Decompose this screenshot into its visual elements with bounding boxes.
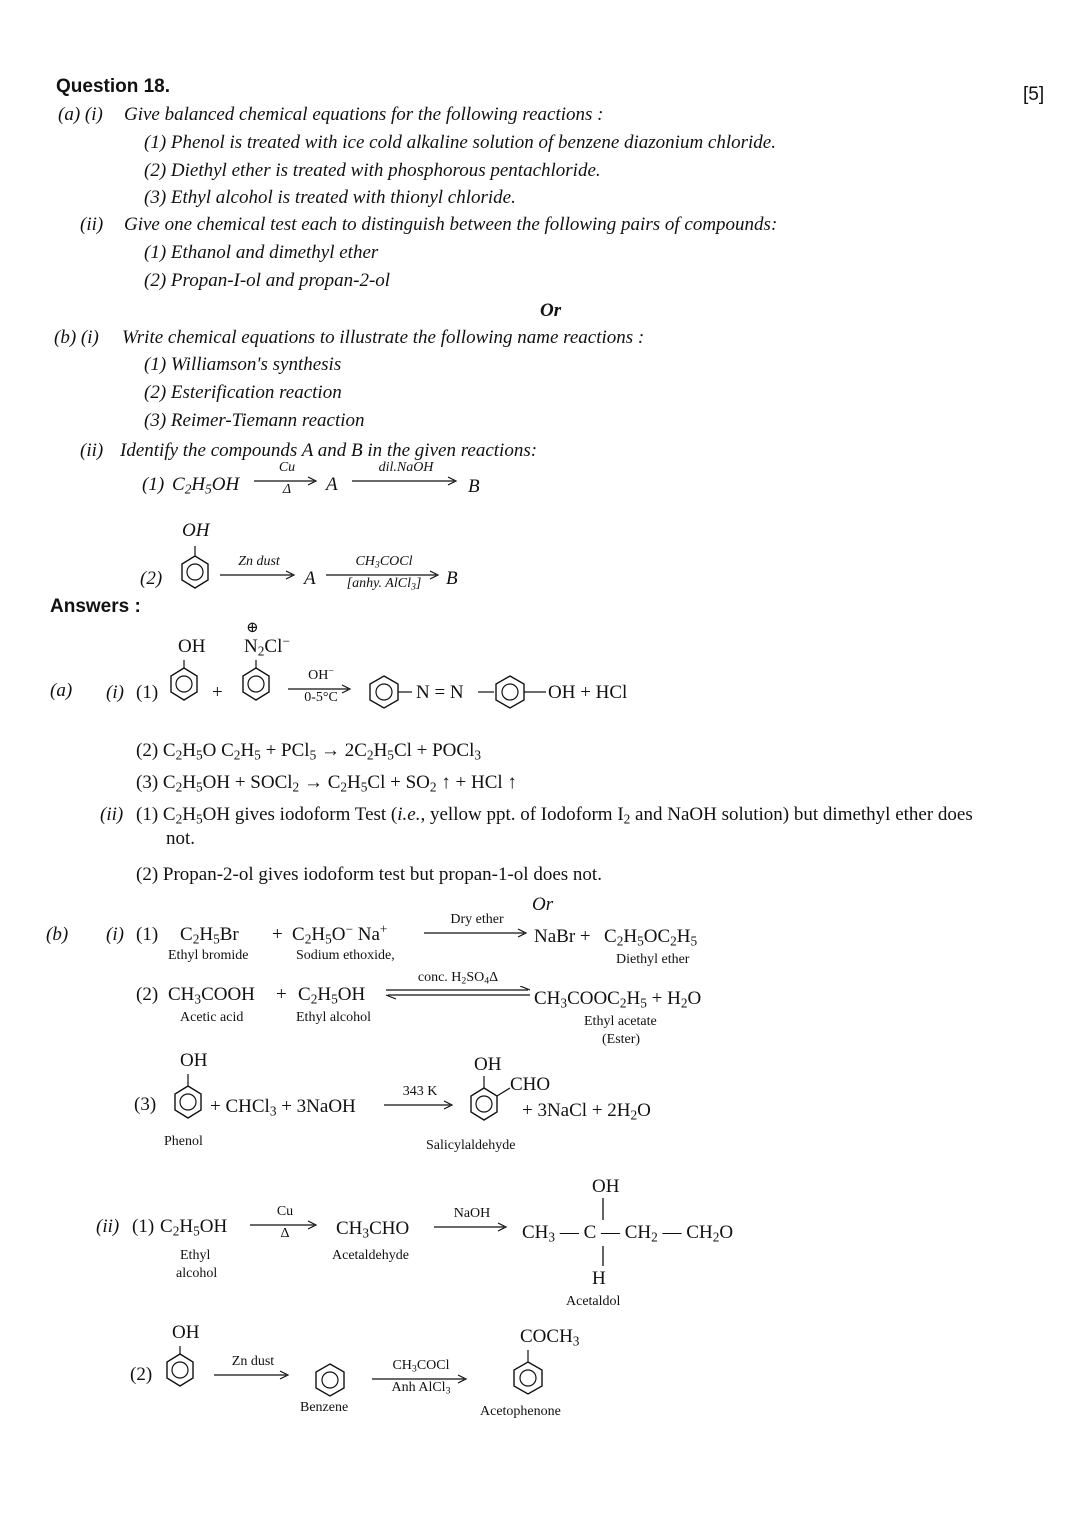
ans-b-i-label: (i): [106, 924, 124, 945]
qa-label: (a) (i): [58, 104, 103, 125]
ans-b-i3-p-name: Salicylaldehyde: [426, 1138, 516, 1153]
ans-b-ii1-arrow-1: Cu Δ: [250, 1210, 320, 1238]
ans-b-i2-num: (2): [136, 984, 159, 1005]
ans-b-i1-r2: $C_2H_5O^-$ Na+: [292, 921, 388, 947]
ans-b-i3-p-oh: OH: [474, 1054, 502, 1075]
ans-b-i3-p-cho: CHO: [510, 1074, 551, 1095]
ans-b-ii1-bond-down: [600, 1246, 606, 1268]
ans-b-i3-reactants: + CHCl$_3$ + 3NaOH: [210, 1096, 356, 1119]
ans-b-i3-num: (3): [134, 1094, 157, 1115]
ans-b-i3-r-name: Phenol: [164, 1134, 203, 1149]
ans-a-i1-product-ring-2: [478, 674, 548, 710]
ans-b-i2-r1-name: Acetic acid: [180, 1010, 244, 1025]
qb-label: (b) (i): [54, 327, 99, 348]
ans-b-ii1-arrow-2: NaOH: [434, 1212, 510, 1240]
ans-a-i2: (2) $C_2H_5O$ $C_2H_5 + PCl_5 \to 2C_2H_5Cl$ + POCl$_3$: [136, 740, 482, 763]
qa-ii-item-1: (1) Ethanol and dimethyl ether: [144, 242, 379, 263]
ans-b-ii1-p-h: H: [592, 1268, 606, 1289]
ans-b-ii2-oh: OH: [172, 1322, 200, 1343]
qa-ii-text: Give one chemical test each to distinguish between the following pairs of compounds:: [124, 214, 778, 235]
qb-r1-arrow-2: dil.NaOH: [352, 466, 460, 494]
qa-i-text: Give balanced chemical equations for the following reactions :: [124, 104, 604, 125]
ans-a-i1-benzene-ring: [240, 660, 272, 706]
ans-b-i2-product: $CH_3COOC_2H_5 + H_2O$: [534, 988, 702, 1011]
question-title: Question 18.: [56, 76, 171, 97]
ans-b-ii1-p-main: $CH_3$ — C — $CH_2$ — $CH_2O$: [522, 1222, 734, 1245]
qa-i-item-1: (1) Phenol is treated with ice cold alkaline solution of benzene diazonium chloride.: [144, 132, 776, 153]
ans-a-ii1-line2: not.: [166, 828, 196, 849]
ans-b-ii2-num: (2): [130, 1364, 153, 1385]
ans-b-ii1-r-name2: alcohol: [176, 1266, 218, 1281]
marks: [5]: [1023, 84, 1045, 105]
qb-r2-A: A: [304, 568, 316, 589]
ans-b-ii-label: (ii): [96, 1216, 120, 1237]
ans-b-i2-r1: $CH_3COOH$: [168, 984, 255, 1007]
qb-ii-text: Identify the compounds A and B in the given reactions:: [120, 440, 538, 461]
ans-b-i3-p-rest: + 3NaCl + $2H_2O$: [522, 1100, 651, 1123]
ans-b-ii1-a-name: Acetaldehyde: [332, 1248, 409, 1263]
ans-b-ii1-r: $C_2H_5OH$: [160, 1216, 228, 1239]
qb-r1-num: (1): [142, 474, 165, 495]
ans-b-i1-plus: +: [272, 924, 283, 945]
ans-b-ii1-p-name: Acetaldol: [566, 1294, 621, 1309]
qb-r1-B: B: [468, 476, 480, 497]
ans-b-i2-p-name: Ethyl acetate: [584, 1014, 657, 1029]
qb-r2-num: (2): [140, 568, 163, 589]
qb-i-item-1: (1) Williamson's synthesis: [144, 354, 342, 375]
ans-b-i3-arrow: 343 K: [384, 1090, 456, 1118]
qb-r1-reactant: $C_2H_5OH$: [172, 474, 240, 497]
answers-or: Or: [532, 894, 554, 915]
ans-b-i1-num: (1): [136, 924, 159, 945]
ans-b-ii2-arrow-2: $CH_3COCl$ Anh AlCl$_3$: [372, 1364, 470, 1392]
qb-i-text: Write chemical equations to illustrate the following name reactions :: [122, 327, 645, 348]
ans-b-i2-r2: $C_2H_5OH$: [298, 984, 366, 1007]
ans-a-i1-azo: N = N: [416, 682, 464, 703]
ans-b-i2-equilibrium-arrow: conc. $H_2SO_4\Delta$: [384, 976, 532, 1004]
ans-b-i1-p2: $C_2H_5OC_2H_5$: [604, 926, 698, 949]
ans-a-ii2: (2) Propan-2-ol gives iodoform test but propan-1-ol does not.: [136, 864, 602, 885]
ans-a-i1-diazo: $N_2Cl^-$: [244, 633, 290, 659]
ans-a-i-label: (i): [106, 682, 124, 703]
ans-b-i1-p1: NaBr +: [534, 926, 591, 947]
qb-i-item-3: (3) Reimer-Tiemann reaction: [144, 410, 365, 431]
ans-a-i1-phenol-ring: [168, 660, 200, 706]
ans-b-i3-oh: OH: [180, 1050, 208, 1071]
ans-b-ii2-benzene-ring: [312, 1362, 348, 1398]
ans-a-i1-product-ring-1: [366, 674, 414, 710]
qb-r2-arrow-2: $CH_3COCl$ [anhy. AlCl$_3$]: [326, 560, 442, 588]
ans-b-ii2-p-name: Acetophenone: [480, 1404, 561, 1419]
ans-b-ii2-arrow-1: Zn dust: [214, 1360, 292, 1388]
ans-b-i2-r2-name: Ethyl alcohol: [296, 1010, 372, 1025]
qb-ii-label: (ii): [80, 440, 104, 461]
ans-b-ii2-acetophenone-ring: [510, 1350, 546, 1398]
ans-b-ii1-r-name1: Ethyl: [180, 1248, 211, 1263]
qa-ii-item-2: (2) Propan-I-ol and propan-2-ol: [144, 270, 391, 291]
qb-r1-A: A: [326, 474, 338, 495]
ans-b-i3-salicylaldehyde-ring: [462, 1076, 514, 1128]
ans-b-i1-r2-name: Sodium ethoxide,: [296, 948, 395, 963]
ans-a-label: (a): [50, 680, 73, 701]
qb-r1-arrow-1: Cu Δ: [254, 466, 320, 494]
ans-b-i1-r1-name: Ethyl bromide: [168, 948, 249, 963]
ans-a-i1-charge: ⊕: [246, 620, 259, 636]
ans-a-i1-num: (1): [136, 682, 159, 703]
ans-b-i1-r1: $C_2H_5Br$: [180, 924, 239, 947]
ans-a-ii1-line1: (1) $C_2H_5OH$ gives iodoform Test (i.e., yellow ppt. of Iodoform $I_2$ and NaOH solution) but dimethyl ether does: [136, 804, 973, 827]
answers-title: Answers :: [50, 596, 141, 617]
ans-b-ii2-phenol-ring: [164, 1346, 196, 1394]
ans-b-i3-phenol-ring: [172, 1074, 204, 1126]
question-or: Or: [540, 300, 562, 321]
qb-r2-arrow-1: Zn dust: [220, 560, 298, 588]
ans-a-i1-arrow: OH− 0-5°C: [288, 674, 354, 702]
ans-a-i1-product-end: OH + HCl: [548, 682, 628, 703]
qb-r2-oh: OH: [182, 520, 210, 541]
qb-i-item-2: (2) Esterification reaction: [144, 382, 342, 403]
ans-b-ii1-bond-up: [600, 1198, 606, 1222]
ans-b-ii1-a: $CH_3CHO$: [336, 1218, 410, 1241]
ans-b-i1-arrow: Dry ether: [424, 918, 530, 946]
ans-b-ii2-a-name: Benzene: [300, 1400, 349, 1415]
ans-b-ii2-p-group: $COCH_3$: [520, 1326, 580, 1349]
qb-r2-phenol-ring: [180, 546, 210, 594]
ans-a-i3: (3) $C_2H_5OH$ + SOCl$_2$ → $C_2H_5Cl + SO_2$ ↑ + HCl ↑: [136, 772, 517, 795]
ans-b-label: (b): [46, 924, 69, 945]
ans-b-i1-p2-name: Diethyl ether: [616, 952, 690, 967]
ans-a-i1-plus: +: [212, 682, 223, 703]
ans-a-ii-label: (ii): [100, 804, 124, 825]
qa-i-item-2: (2) Diethyl ether is treated with phosphorous pentachloride.: [144, 160, 601, 181]
qb-r2-B: B: [446, 568, 458, 589]
ans-b-i2-p-name2: (Ester): [602, 1032, 641, 1047]
qa-i-item-3: (3) Ethyl alcohol is treated with thionyl chloride.: [144, 187, 516, 208]
ans-a-i1-oh: OH: [178, 636, 206, 657]
qa-ii-label: (ii): [80, 214, 104, 235]
ans-b-i2-plus: +: [276, 984, 287, 1005]
ans-b-ii1-num: (1): [132, 1216, 155, 1237]
ans-b-ii1-p-oh: OH: [592, 1176, 620, 1197]
